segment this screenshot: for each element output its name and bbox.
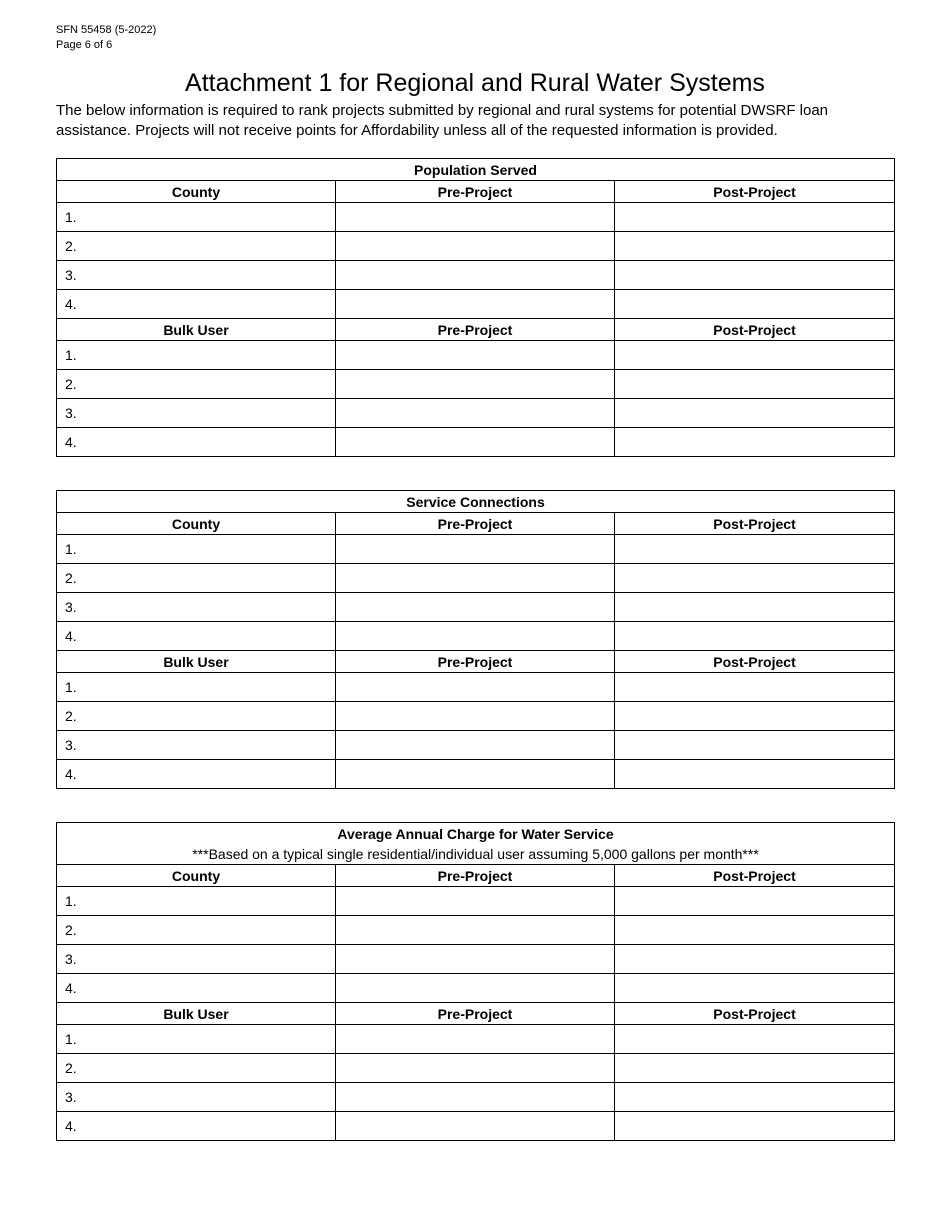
post-project-cell[interactable] xyxy=(615,535,895,564)
row-number: 3. xyxy=(65,951,77,967)
county-cell[interactable] xyxy=(57,564,336,593)
row-number: 1. xyxy=(65,347,77,363)
table-row xyxy=(57,370,895,399)
post-project-cell[interactable] xyxy=(615,673,895,702)
post-project-cell[interactable] xyxy=(615,399,895,428)
table-title-cell xyxy=(57,823,895,865)
table-row xyxy=(57,535,895,564)
county-cell[interactable] xyxy=(57,261,336,290)
table-title: Average Annual Charge for Water Service xyxy=(337,825,614,842)
row-number: 2. xyxy=(65,922,77,938)
post-project-header: Post-Project xyxy=(615,1003,895,1025)
bulk-user-cell[interactable] xyxy=(57,1083,336,1112)
post-project-cell[interactable] xyxy=(615,290,895,319)
row-number: 3. xyxy=(65,405,77,421)
row-number: 4. xyxy=(65,628,77,644)
row-number: 3. xyxy=(65,599,77,615)
pre-project-cell[interactable] xyxy=(336,887,615,916)
table-row xyxy=(57,916,895,945)
bulk-user-cell[interactable] xyxy=(57,1025,336,1054)
pre-project-cell[interactable] xyxy=(336,1025,615,1054)
pre-project-cell[interactable] xyxy=(336,1112,615,1141)
pre-project-cell[interactable] xyxy=(336,916,615,945)
row-number: 1. xyxy=(65,541,77,557)
page-indicator: Page 6 of 6 xyxy=(56,39,113,51)
pre-project-header: Pre-Project xyxy=(336,1003,615,1025)
bulk-user-header: Bulk User xyxy=(57,319,336,341)
form-header xyxy=(56,23,156,53)
row-number: 1. xyxy=(65,893,77,909)
county-header: County xyxy=(57,181,336,203)
post-project-cell[interactable] xyxy=(615,1112,895,1141)
county-cell[interactable] xyxy=(57,974,336,1003)
pre-project-header: Pre-Project xyxy=(336,181,615,203)
pre-project-cell[interactable] xyxy=(336,673,615,702)
page-title: Attachment 1 for Regional and Rural Water Systems xyxy=(185,69,765,97)
post-project-header: Post-Project xyxy=(615,651,895,673)
table-row xyxy=(57,341,895,370)
bulk-user-cell[interactable] xyxy=(57,760,336,789)
pre-project-cell[interactable] xyxy=(336,593,615,622)
table-row xyxy=(57,1054,895,1083)
table-row xyxy=(57,731,895,760)
post-project-cell[interactable] xyxy=(615,702,895,731)
population-served-table xyxy=(56,158,895,457)
pre-project-cell[interactable] xyxy=(336,1083,615,1112)
county-cell[interactable] xyxy=(57,593,336,622)
pre-project-cell[interactable] xyxy=(336,702,615,731)
pre-project-cell[interactable] xyxy=(336,1054,615,1083)
county-cell[interactable] xyxy=(57,203,336,232)
table-row xyxy=(57,1112,895,1141)
table-row xyxy=(57,760,895,789)
post-project-header: Post-Project xyxy=(615,181,895,203)
county-cell[interactable] xyxy=(57,887,336,916)
row-number: 3. xyxy=(65,1089,77,1105)
post-project-cell[interactable] xyxy=(615,1054,895,1083)
row-number: 2. xyxy=(65,708,77,724)
bulk-user-cell[interactable] xyxy=(57,731,336,760)
table-row xyxy=(57,1083,895,1112)
average-annual-charge-table xyxy=(56,822,895,1141)
row-number: 4. xyxy=(65,434,77,450)
pre-project-cell[interactable] xyxy=(336,564,615,593)
pre-project-header: Pre-Project xyxy=(336,651,615,673)
row-number: 2. xyxy=(65,570,77,586)
service-connections-table xyxy=(56,490,895,789)
pre-project-cell[interactable] xyxy=(336,232,615,261)
row-number: 3. xyxy=(65,737,77,753)
table-title: Population Served xyxy=(57,159,895,181)
county-cell[interactable] xyxy=(57,916,336,945)
post-project-cell[interactable] xyxy=(615,593,895,622)
table-row xyxy=(57,428,895,457)
county-cell[interactable] xyxy=(57,290,336,319)
table-row xyxy=(57,945,895,974)
table-row xyxy=(57,203,895,232)
pre-project-cell[interactable] xyxy=(336,341,615,370)
bulk-user-header: Bulk User xyxy=(57,1003,336,1025)
pre-project-cell[interactable] xyxy=(336,945,615,974)
intro-paragraph: The below information is required to rank projects submitted by regional and rural systems for potential DWSRF loan assistance. Projects will not receive points for Affordability unless all of the requested information is provided. xyxy=(56,102,829,139)
pre-project-cell[interactable] xyxy=(336,535,615,564)
county-cell[interactable] xyxy=(57,945,336,974)
post-project-cell[interactable] xyxy=(615,428,895,457)
post-project-header: Post-Project xyxy=(615,319,895,341)
table-row xyxy=(57,232,895,261)
table-title: Service Connections xyxy=(57,491,895,513)
row-number: 3. xyxy=(65,267,77,283)
table-row xyxy=(57,974,895,1003)
post-project-cell[interactable] xyxy=(615,232,895,261)
post-project-cell[interactable] xyxy=(615,203,895,232)
table-row xyxy=(57,673,895,702)
table-row xyxy=(57,290,895,319)
pre-project-cell[interactable] xyxy=(336,399,615,428)
bulk-user-cell[interactable] xyxy=(57,1112,336,1141)
row-number: 4. xyxy=(65,296,77,312)
post-project-cell[interactable] xyxy=(615,731,895,760)
pre-project-header: Pre-Project xyxy=(336,865,615,887)
pre-project-header: Pre-Project xyxy=(336,319,615,341)
pre-project-cell[interactable] xyxy=(336,974,615,1003)
row-number: 4. xyxy=(65,980,77,996)
table-row xyxy=(57,593,895,622)
pre-project-header: Pre-Project xyxy=(336,513,615,535)
county-header: County xyxy=(57,865,336,887)
row-number: 2. xyxy=(65,238,77,254)
table-row xyxy=(57,1025,895,1054)
row-number: 4. xyxy=(65,766,77,782)
table-row xyxy=(57,702,895,731)
post-project-header: Post-Project xyxy=(615,865,895,887)
pre-project-cell[interactable] xyxy=(336,290,615,319)
row-number: 1. xyxy=(65,679,77,695)
row-number: 2. xyxy=(65,376,77,392)
bulk-user-cell[interactable] xyxy=(57,1054,336,1083)
post-project-cell[interactable] xyxy=(615,564,895,593)
bulk-user-cell[interactable] xyxy=(57,702,336,731)
pre-project-cell[interactable] xyxy=(336,760,615,789)
county-cell[interactable] xyxy=(57,232,336,261)
table-note: ***Based on a typical single residential/individual user assuming 5,000 gallons per month*** xyxy=(192,845,759,862)
table-row xyxy=(57,399,895,428)
bulk-user-cell[interactable] xyxy=(57,399,336,428)
bulk-user-header: Bulk User xyxy=(57,651,336,673)
post-project-cell[interactable] xyxy=(615,887,895,916)
row-number: 4. xyxy=(65,1118,77,1134)
county-header: County xyxy=(57,513,336,535)
post-project-cell[interactable] xyxy=(615,974,895,1003)
row-number: 1. xyxy=(65,209,77,225)
pre-project-cell[interactable] xyxy=(336,203,615,232)
row-number: 1. xyxy=(65,1031,77,1047)
pre-project-cell[interactable] xyxy=(336,261,615,290)
bulk-user-cell[interactable] xyxy=(57,428,336,457)
post-project-cell[interactable] xyxy=(615,261,895,290)
form-number: SFN 55458 (5-2022) xyxy=(56,24,157,36)
post-project-header: Post-Project xyxy=(615,513,895,535)
table-row xyxy=(57,622,895,651)
post-project-cell[interactable] xyxy=(615,1083,895,1112)
pre-project-cell[interactable] xyxy=(336,731,615,760)
bulk-user-cell[interactable] xyxy=(57,673,336,702)
post-project-cell[interactable] xyxy=(615,945,895,974)
post-project-cell[interactable] xyxy=(615,916,895,945)
post-project-cell[interactable] xyxy=(615,341,895,370)
row-number: 2. xyxy=(65,1060,77,1076)
county-cell[interactable] xyxy=(57,535,336,564)
post-project-cell[interactable] xyxy=(615,370,895,399)
table-row xyxy=(57,261,895,290)
post-project-cell[interactable] xyxy=(615,760,895,789)
post-project-cell[interactable] xyxy=(615,1025,895,1054)
table-row xyxy=(57,887,895,916)
table-row xyxy=(57,564,895,593)
pre-project-cell[interactable] xyxy=(336,428,615,457)
bulk-user-cell[interactable] xyxy=(57,370,336,399)
pre-project-cell[interactable] xyxy=(336,622,615,651)
county-cell[interactable] xyxy=(57,622,336,651)
bulk-user-cell[interactable] xyxy=(57,341,336,370)
post-project-cell[interactable] xyxy=(615,622,895,651)
pre-project-cell[interactable] xyxy=(336,370,615,399)
